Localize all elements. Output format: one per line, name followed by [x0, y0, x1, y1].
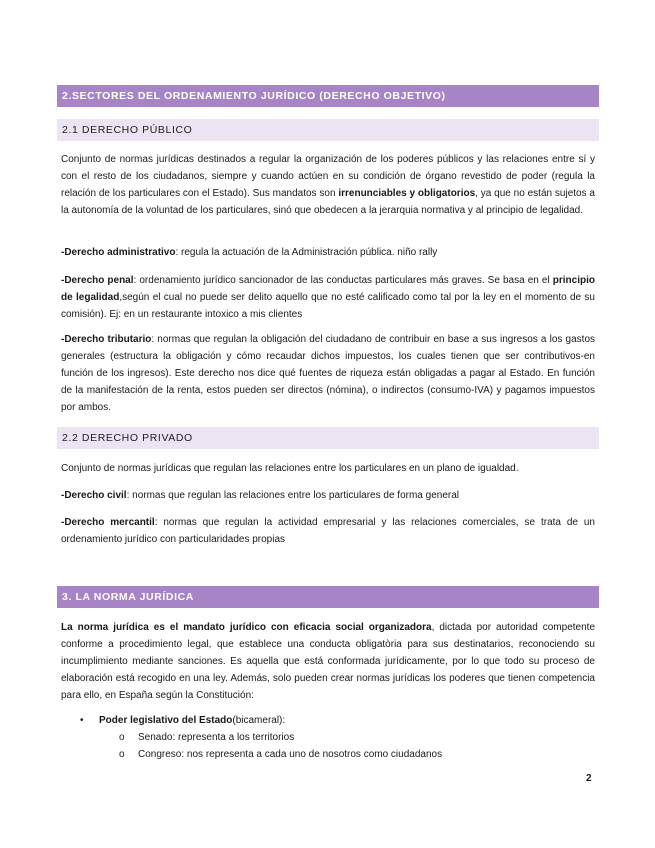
- paragraph-derecho-penal: [61, 272, 595, 323]
- paragraph-derecho-privado: Conjunto de normas jurídicas que regulan las relaciones entre los particulares en un plano de igualdad.: [61, 463, 519, 474]
- text-span: Conjunto de normas jurídicas destinados a regular la organización de los poderes públicos y las relaciones entre sí y con el resto de los ciudadanos, siempre y cuando actúen en su condición de órgano revestido de poder (regula la relación de los particulares con el Estado). Sus mandatos son: [61, 154, 595, 199]
- text-span: ,según el cual no puede ser delito aquello que no esté calificado como tal por la ley en el momento de su comisión). Ej: en un restaurante intoxico a mis clientes: [61, 292, 595, 320]
- section-heading-3: 3. LA NORMA JURÍDICA: [57, 586, 599, 608]
- paragraph-derecho-tributario: [61, 331, 595, 416]
- paragraph-derecho-civil: [61, 487, 595, 504]
- sub-bullet-marker: o: [119, 732, 125, 743]
- bold-span: La norma jurídica es el mandato jurídico con eficacia social organizadora: [61, 622, 432, 633]
- paragraph-norma-juridica: [61, 619, 595, 704]
- section-heading-2: 2.SECTORES DEL ORDENAMIENTO JURÍDICO (DERECHO OBJETIVO): [57, 85, 599, 107]
- term-label: -Derecho penal: [61, 275, 134, 286]
- text-span: , ya que no están sujetos a la autonomía de la voluntad de los particulares, sinó que obedecen a la jerarquia normativa y al principio de legalidad.: [61, 188, 595, 216]
- sub-bullet-marker: o: [119, 749, 125, 760]
- text-span: : normas que regulan las relaciones entre los particulares de forma general: [126, 490, 459, 501]
- text-span: , dictada por autoridad competente conforme a procedimiento legal, que establece una conducta obligatòria para sus destinatarios, reconociendo su incumplimiento mediante sanciones. Es aquella que está conformada jurídicamente, por lo que todo su proceso de elaboración está recogido en una ley. Además, solo pueden crear normas jurídicas los poderes que tienen competencia para ello, en España según la Constitución:: [61, 622, 596, 701]
- text-span: : regula la actuación de la Administración pública. niño rally: [175, 247, 438, 258]
- sub-list-item-senado: Senado: representa a los territorios: [138, 732, 295, 743]
- list-item-poder-legislativo: [99, 712, 285, 729]
- paragraph-derecho-mercantil: [61, 514, 595, 548]
- term-label: -Derecho mercantil: [61, 517, 155, 528]
- text-span: (bicameral):: [232, 715, 286, 726]
- term-label: -Derecho tributario: [61, 334, 152, 345]
- text-span: : ordenamiento jurídico sancionador de las conductas particulares más graves. Se basa en el: [133, 275, 553, 286]
- paragraph-derecho-administrativo: [61, 244, 595, 261]
- sub-list-item-congreso: Congreso: nos representa a cada uno de nosotros como ciudadanos: [138, 749, 443, 760]
- term-label: -Derecho administrativo: [61, 247, 176, 258]
- subsection-heading-2-2: 2.2 DERECHO PRIVADO: [57, 427, 599, 449]
- term-label: -Derecho civil: [61, 490, 127, 501]
- text-span: : normas que regulan la obligación del ciudadano de contribuir en base a sus ingresos a los gastos generales (estructura la obligación y cómo recaudar dichos impuestos, los cuales tienen que ser contributivos-en función de los ingresos). Este derecho nos dice qué fuentes de riqueza están obligadas a pagar al Estado. En función de la manifestación de la renta, estos pueden ser directos (nómina), o indirectos (consumo-IVA) y pagamos impuestos por ambos.: [61, 334, 595, 413]
- bold-span: principio de legalidad: [61, 275, 595, 303]
- bold-span: irrenunciables y obligatorios: [338, 188, 476, 199]
- text-span: : normas que regulan la actividad empresarial y las relaciones comerciales, se trata de un ordenamiento jurídico con particularidades propias: [61, 517, 595, 545]
- bold-span: Poder legislativo del Estado: [99, 715, 233, 726]
- subsection-heading-2-1: 2.1 DERECHO PÚBLICO: [57, 119, 599, 141]
- page-number: 2: [586, 773, 592, 784]
- bullet-marker: •: [80, 715, 84, 726]
- paragraph-derecho-publico: [61, 151, 595, 219]
